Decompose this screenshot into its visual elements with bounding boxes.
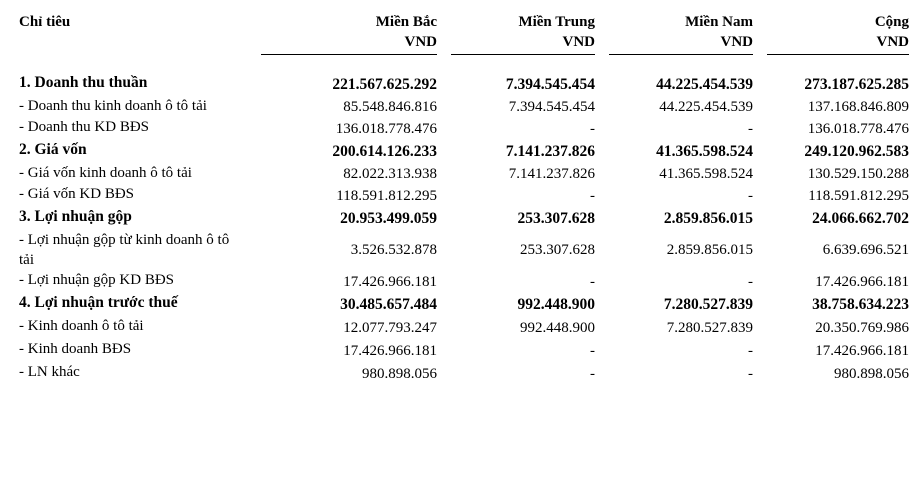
table-row	[19, 207, 909, 230]
table-row	[19, 96, 909, 117]
row-value: -	[748, 120, 753, 137]
row-value: 30.485.657.484	[340, 295, 437, 313]
row-value: 44.225.454.539	[659, 98, 753, 115]
row-value: 2.859.856.015	[666, 242, 753, 258]
row-label: - Lợi nhuận gộp KD BĐS	[19, 272, 175, 288]
col-unit-mien-trung: VND	[437, 32, 595, 55]
row-value: -	[590, 365, 595, 382]
row-label: - Giá vốn kinh doanh ô tô tải	[19, 165, 192, 181]
row-label: - Doanh thu KD BĐS	[19, 119, 149, 135]
table-row	[19, 316, 909, 339]
table-row	[19, 163, 909, 184]
row-value: 7.141.237.826	[508, 165, 595, 182]
row-label: 1. Doanh thu thuần	[19, 74, 148, 91]
row-label: 2. Giá vốn	[19, 141, 87, 158]
col-header-mien-trung: Miền Trung	[518, 14, 595, 30]
row-value: 2.859.856.015	[663, 209, 753, 227]
row-value: 17.426.966.181	[343, 342, 437, 359]
row-value: 85.548.846.816	[343, 98, 437, 115]
row-value: 118.591.812.295	[336, 187, 437, 204]
row-value: -	[590, 342, 595, 359]
table-body	[19, 55, 909, 385]
table-row	[19, 140, 909, 163]
row-value: 6.639.696.521	[822, 242, 909, 258]
row-value: 200.614.126.233	[332, 142, 437, 160]
row-value: 273.187.625.285	[804, 75, 909, 93]
row-value: 253.307.628	[520, 242, 595, 258]
table-row	[19, 184, 909, 207]
table-row	[19, 362, 909, 385]
table-row	[19, 117, 909, 140]
row-value: 7.394.545.454	[505, 75, 595, 93]
header-label: Chỉ tiêu	[19, 14, 71, 30]
row-value: 253.307.628	[517, 209, 595, 227]
row-value: 136.018.778.476	[807, 120, 909, 137]
row-value: -	[748, 187, 753, 204]
table-row	[19, 230, 909, 270]
table-header	[19, 12, 909, 55]
row-value: 17.426.966.181	[815, 273, 909, 290]
row-value: -	[748, 342, 753, 359]
row-value: 7.280.527.839	[666, 319, 753, 336]
row-value: 7.141.237.826	[505, 142, 595, 160]
row-value: 17.426.966.181	[815, 342, 909, 359]
table-row	[19, 270, 909, 293]
row-value: 221.567.625.292	[332, 75, 437, 93]
col-unit-mien-nam: VND	[595, 32, 753, 55]
row-value: -	[748, 273, 753, 290]
row-label: - Kinh doanh ô tô tải	[19, 318, 144, 334]
row-value: 17.426.966.181	[343, 273, 437, 290]
row-value: 980.898.056	[362, 365, 437, 382]
row-value: 12.077.793.247	[343, 319, 437, 336]
row-value: 992.448.900	[520, 319, 595, 336]
row-value: 41.365.598.524	[659, 165, 753, 182]
row-value: 41.365.598.524	[656, 142, 753, 160]
header-blank	[19, 32, 247, 55]
row-value: -	[590, 120, 595, 137]
col-unit-mien-bac: VND	[247, 32, 437, 55]
row-value: -	[590, 273, 595, 290]
table-row	[19, 339, 909, 362]
col-unit-cong: VND	[753, 32, 909, 55]
row-value: 118.591.812.295	[808, 187, 909, 204]
row-label: - Doanh thu kinh doanh ô tô tải	[19, 98, 207, 114]
table-row	[19, 293, 909, 316]
row-value: 137.168.846.809	[807, 98, 909, 115]
row-value: 20.953.499.059	[340, 209, 437, 227]
col-header-mien-bac: Miền Bắc	[375, 14, 437, 30]
spacer-row	[19, 55, 909, 73]
row-value: 82.022.313.938	[343, 165, 437, 182]
row-value: 24.066.662.702	[812, 209, 909, 227]
row-value: -	[590, 187, 595, 204]
segment-report-table	[19, 12, 909, 385]
row-label: - Kinh doanh BĐS	[19, 341, 132, 357]
row-label: - LN khác	[19, 364, 80, 380]
row-value: 20.350.769.986	[815, 319, 909, 336]
row-value: 7.280.527.839	[663, 295, 753, 313]
row-value: 980.898.056	[834, 365, 909, 382]
row-label: - Giá vốn KD BĐS	[19, 186, 134, 202]
row-value: 249.120.962.583	[804, 142, 909, 160]
row-value: 3.526.532.878	[350, 242, 437, 258]
row-value: 130.529.150.288	[807, 165, 909, 182]
row-value: 136.018.778.476	[335, 120, 437, 137]
row-label: - Lợi nhuận gộp từ kinh doanh ô tô tải	[19, 232, 230, 268]
row-value: -	[748, 365, 753, 382]
col-header-mien-nam: Miền Nam	[685, 14, 753, 30]
row-value: 992.448.900	[517, 295, 595, 313]
row-value: 44.225.454.539	[656, 75, 753, 93]
row-label: 4. Lợi nhuận trước thuế	[19, 294, 178, 311]
row-value: 7.394.545.454	[508, 98, 595, 115]
col-header-cong: Cộng	[874, 14, 909, 30]
table-row	[19, 73, 909, 96]
row-label: 3. Lợi nhuận gộp	[19, 208, 132, 225]
row-value: 38.758.634.223	[812, 295, 909, 313]
